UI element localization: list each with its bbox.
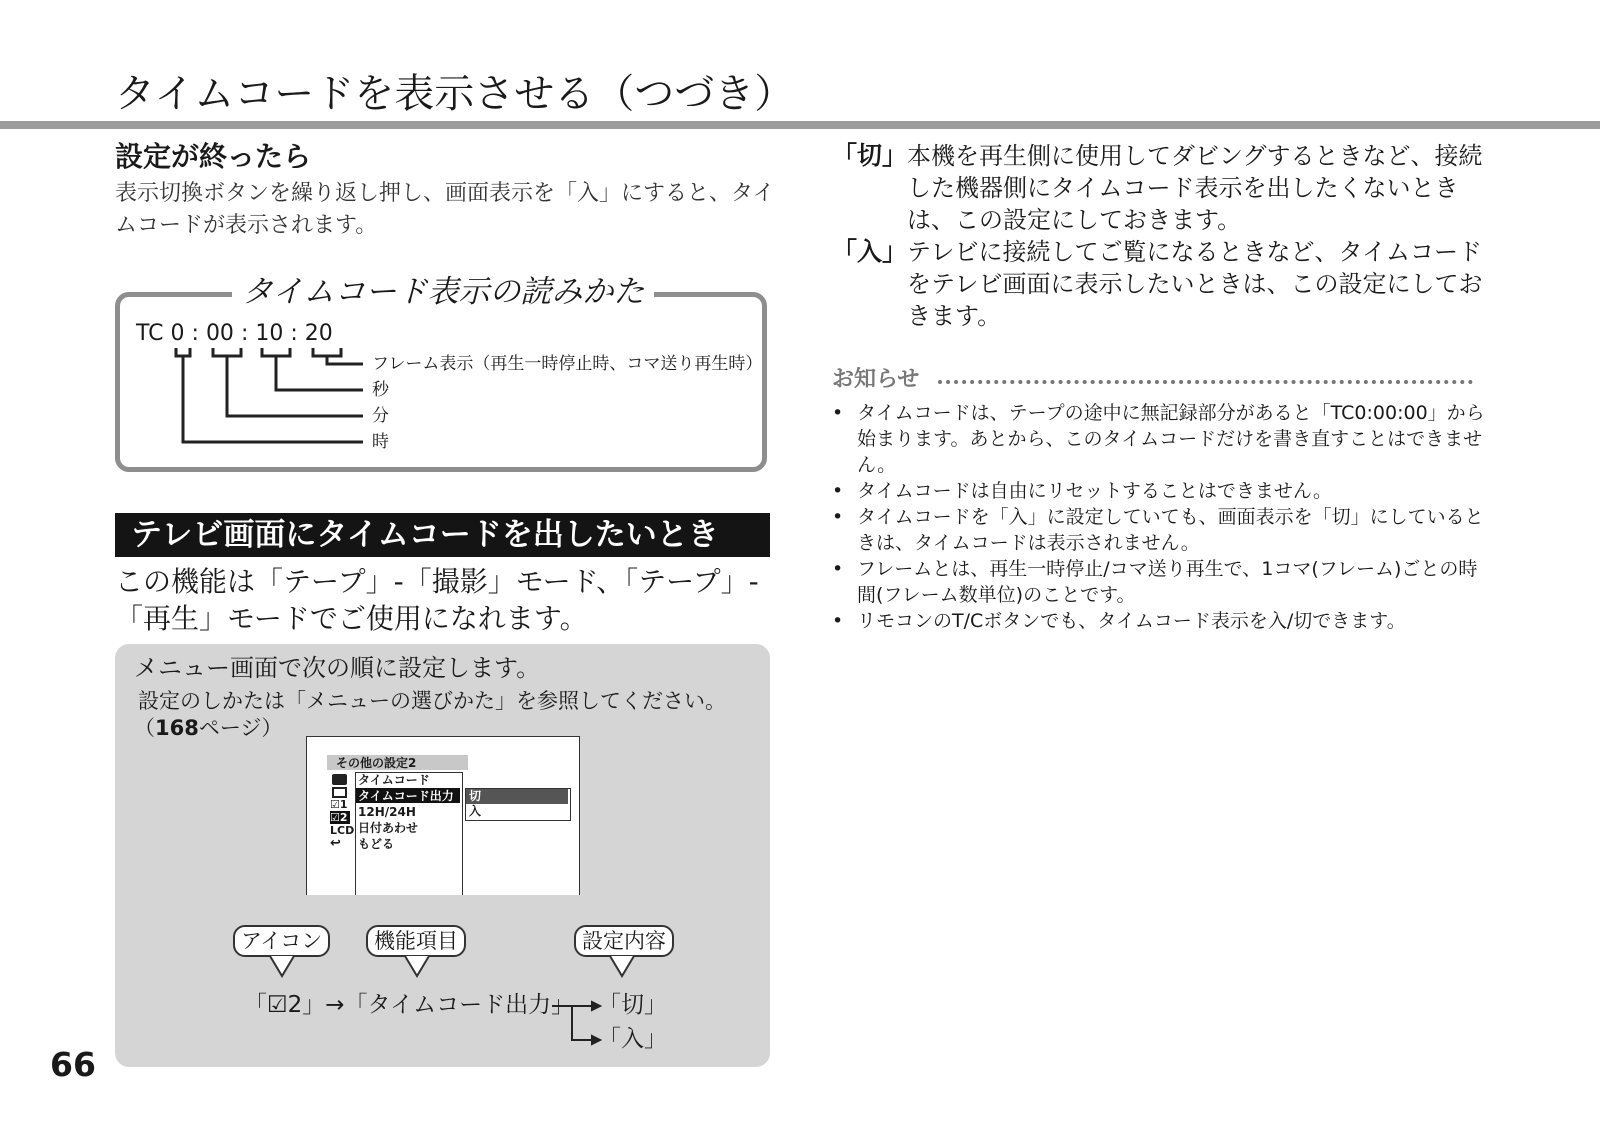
settings1-icon: ☑1 — [330, 798, 348, 811]
menu-path: 「☑2」→「タイムコード出力」 — [244, 992, 575, 1018]
tv-section-intro: この機能は「テープ」-「撮影」モード、「テープ」-「再生」モードでご使用になれます。 — [115, 565, 759, 635]
menu-panel-sub: 設定のしかたは「メニューの選びかた」を参照してください。 — [138, 689, 726, 713]
setting-key-off: 「切」 — [832, 141, 908, 170]
page-title: タイムコードを表示させる（つづき） — [115, 71, 795, 117]
tc-sep: : — [290, 321, 298, 346]
page-number: 66 — [50, 1045, 96, 1084]
menu-item[interactable]: 日付あわせ — [358, 821, 419, 835]
menu-header: その他の設定2 — [336, 756, 417, 770]
notice-item: • タイムコードは、テープの途中に無記録部分があると「TC0:00:00」から始まります。あとから、このタイムコードだけを書き直すことはできません。 — [832, 400, 1492, 478]
menu-item[interactable]: タイムコード — [358, 773, 430, 787]
tc-label-seconds: 秒 — [372, 380, 389, 400]
settings2-icon: ☑2 — [330, 811, 350, 824]
setting-key-on: 「入」 — [832, 237, 908, 266]
callout-function: 機能項目 — [366, 925, 466, 957]
tc-label-frame: フレーム表示（再生一時停止時、コマ送り再生時） — [372, 354, 763, 374]
menu-panel-heading: メニュー画面で次の順に設定します。 — [134, 654, 541, 682]
option-off[interactable]: 切 — [469, 789, 482, 803]
notice-item: • タイムコードは自由にリセットすることはできません。 — [832, 478, 1492, 504]
tc-seconds: 10 — [255, 321, 284, 346]
after-setting-heading: 設定が終ったら — [115, 140, 312, 173]
path-option-on: 「入」 — [598, 1026, 667, 1052]
tc-minutes: 00 — [205, 321, 234, 346]
menu-panel-page-ref: （168ページ） — [134, 716, 283, 740]
tc-label-hours: 時 — [372, 432, 389, 452]
callout-icon: アイコン — [233, 925, 330, 957]
tc-frames: 20 — [304, 321, 333, 346]
tc-sep: : — [240, 321, 249, 346]
timecode-box-title: タイムコード表示の読みかた — [232, 272, 654, 312]
notice-item: • タイムコードを「入」に設定していても、画面表示を「切」にしているときは、タイムコードは表示されません。 — [832, 504, 1492, 556]
tc-label-minutes: 分 — [372, 406, 389, 426]
option-on[interactable]: 入 — [469, 804, 482, 818]
notice-heading: お知らせ — [832, 367, 920, 392]
notice-item: • フレームとは、再生一時停止/コマ送り再生で、1コマ(フレーム)ごとの時間(フレーム数単位)のことです。 — [832, 556, 1492, 608]
setting-text-off: 本機を再生側に使用してダビングするときなど、接続した機器側にタイムコード表示を出したくないときは、この設定にしておきます。 — [907, 142, 1483, 234]
tc-prefix: TC — [136, 321, 164, 346]
tv-section-banner: テレビ画面にタイムコードを出したいとき — [115, 513, 770, 557]
setting-text-on: テレビに接続してご覧になるときなど、タイムコードをテレビ画面に表示したいときは、この設定にしておきます。 — [907, 238, 1483, 330]
path-option-off: 「切」 — [598, 992, 667, 1018]
notice-list — [832, 400, 1492, 634]
tc-sep: : — [191, 321, 199, 346]
notice-item: • リモコンのT/Cボタンでも、タイムコード表示を入/切できます。 — [832, 608, 1492, 634]
menu-item[interactable]: 12H/24H — [358, 805, 416, 819]
menu-item[interactable]: もどる — [358, 837, 395, 851]
return-icon: ↩ — [330, 836, 341, 851]
callout-pointers — [0, 0, 800, 1080]
after-setting-body: 表示切換ボタンを繰り返し押し、画面表示を「入」にすると、タイムコードが表示されます。 — [115, 181, 775, 238]
tc-hours: 0 — [170, 321, 185, 346]
callout-setting: 設定内容 — [574, 925, 674, 957]
lcd-icon: LCD — [330, 824, 355, 837]
page-ref-number: 168 — [155, 716, 199, 740]
menu-item-selected[interactable]: タイムコード出力 — [358, 789, 454, 803]
notice-dotted-rule — [938, 380, 1473, 384]
